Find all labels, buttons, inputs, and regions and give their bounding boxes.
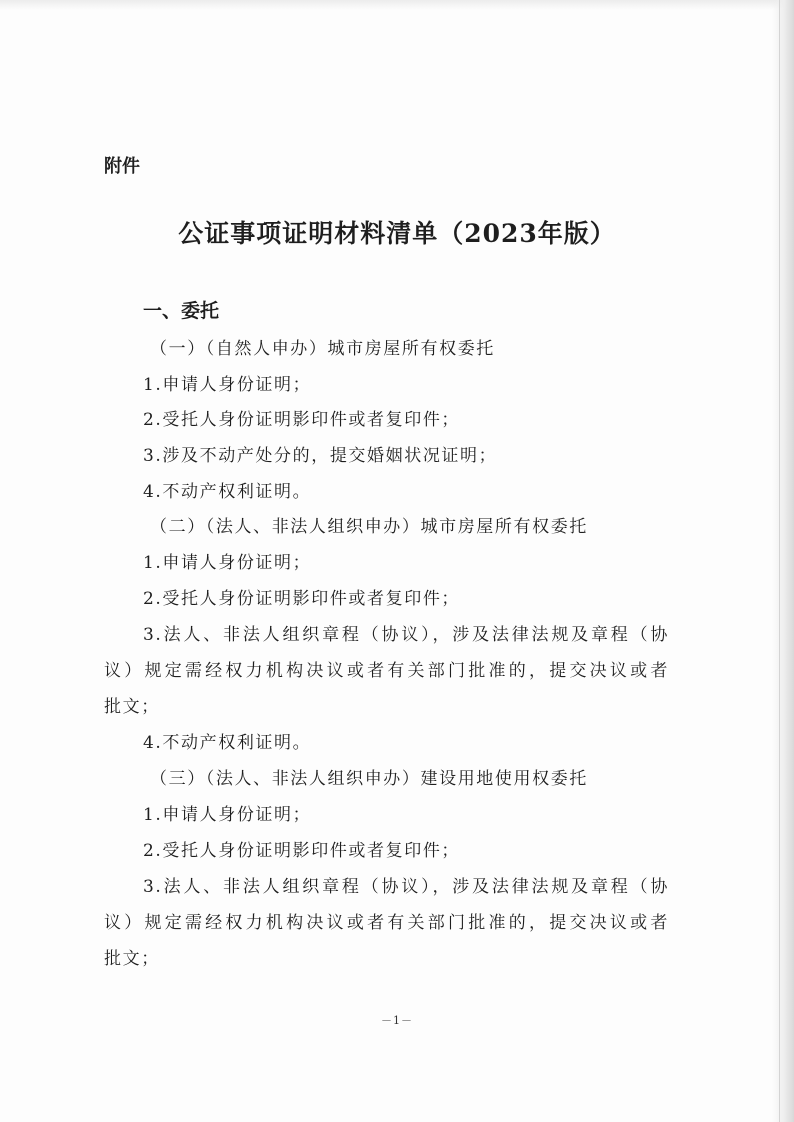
list-item: 2.受托人身份证明影印件或者复印件； bbox=[143, 589, 461, 609]
list-item: 3.法人、非法人组织章程（协议），涉及法律法规及章程（协 bbox=[143, 625, 669, 645]
document-title: 公证事项证明材料清单（2023年版） bbox=[178, 219, 616, 248]
scan-edge-line bbox=[779, 0, 780, 1122]
page-number: －1－ bbox=[381, 1014, 413, 1027]
list-item: 3.涉及不动产处分的，提交婚姻状况证明； bbox=[143, 446, 498, 466]
list-item-continuation: 批文； bbox=[104, 949, 160, 969]
attachment-label: 附件 bbox=[104, 156, 140, 177]
subsection-heading-2: （二）（法人、非法人组织申办）城市房屋所有权委托 bbox=[150, 517, 588, 537]
list-item: 4.不动产权利证明。 bbox=[143, 733, 312, 753]
list-item-continuation: 议）规定需经权力机构决议或者有关部门批准的，提交决议或者 bbox=[104, 913, 669, 933]
list-item: 1.申请人身份证明； bbox=[143, 553, 312, 573]
scan-edge-right bbox=[772, 0, 794, 1122]
list-item: 2.受托人身份证明影印件或者复印件； bbox=[143, 410, 461, 430]
list-item-continuation: 议）规定需经权力机构决议或者有关部门批准的，提交决议或者 bbox=[104, 661, 669, 681]
list-item: 1.申请人身份证明； bbox=[143, 375, 312, 395]
list-item: 1.申请人身份证明； bbox=[143, 805, 312, 825]
list-item: 4.不动产权利证明。 bbox=[143, 482, 312, 502]
list-item: 2.受托人身份证明影印件或者复印件； bbox=[143, 841, 461, 861]
scan-edge-top bbox=[0, 0, 794, 10]
list-item: 3.法人、非法人组织章程（协议），涉及法律法规及章程（协 bbox=[143, 877, 669, 897]
list-item-continuation: 批文； bbox=[104, 697, 160, 717]
section-heading-entrustment: 一、委托 bbox=[143, 300, 220, 322]
subsection-heading-1: （一）（自然人申办）城市房屋所有权委托 bbox=[150, 339, 495, 359]
subsection-heading-3: （三）（法人、非法人组织申办）建设用地使用权委托 bbox=[150, 769, 588, 789]
